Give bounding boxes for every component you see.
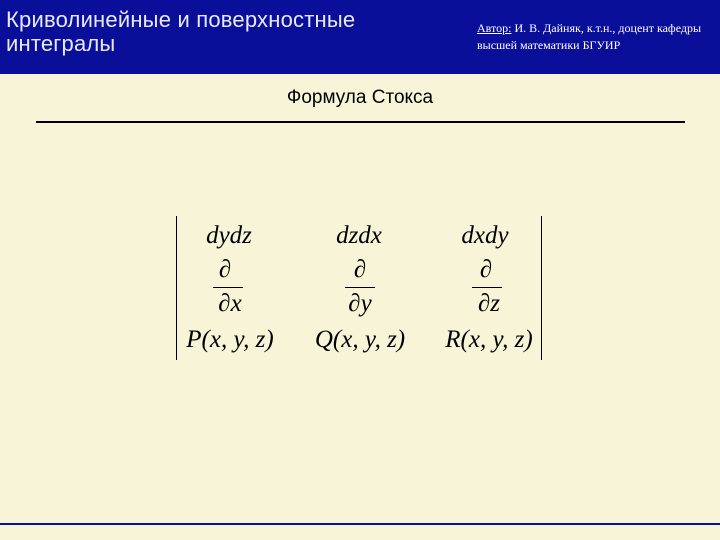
partial-num-3: ∂ (479, 256, 493, 283)
cell-r1-c2: dzdx (336, 222, 382, 249)
fraction-line-3 (472, 287, 502, 288)
cell-r3-c1: P(x, y, z) (186, 326, 274, 353)
stokes-determinant (175, 216, 545, 362)
partial-den-1: ∂x (218, 290, 242, 317)
author-info (477, 20, 717, 54)
author-label: Автор: (477, 21, 512, 35)
partial-den-2: ∂y (348, 290, 372, 317)
footer-line (0, 523, 720, 525)
header-bar (0, 0, 720, 74)
title-underline (36, 121, 685, 123)
slide-title: Формула Стокса (286, 87, 434, 108)
partial-den-3: ∂z (477, 290, 501, 317)
cell-r1-c1: dydz (206, 222, 252, 249)
partial-num-2: ∂ (353, 256, 367, 283)
author-text: И. В. Дайняк, к.т.н., доцент кафедры высшей математики БГУИР (477, 21, 702, 52)
cell-r1-c3: dxdy (461, 222, 509, 249)
course-title: Криволинейные и поверхностные интегралы (6, 7, 356, 56)
fraction-line-2 (345, 287, 375, 288)
cell-r3-c3: R(x, y, z) (445, 326, 533, 353)
partial-num-1: ∂ (218, 256, 232, 283)
determinant-right-bar (541, 216, 542, 360)
fraction-line-1 (213, 287, 243, 288)
cell-r3-c2: Q(x, y, z) (314, 326, 406, 353)
determinant-left-bar (176, 216, 177, 360)
